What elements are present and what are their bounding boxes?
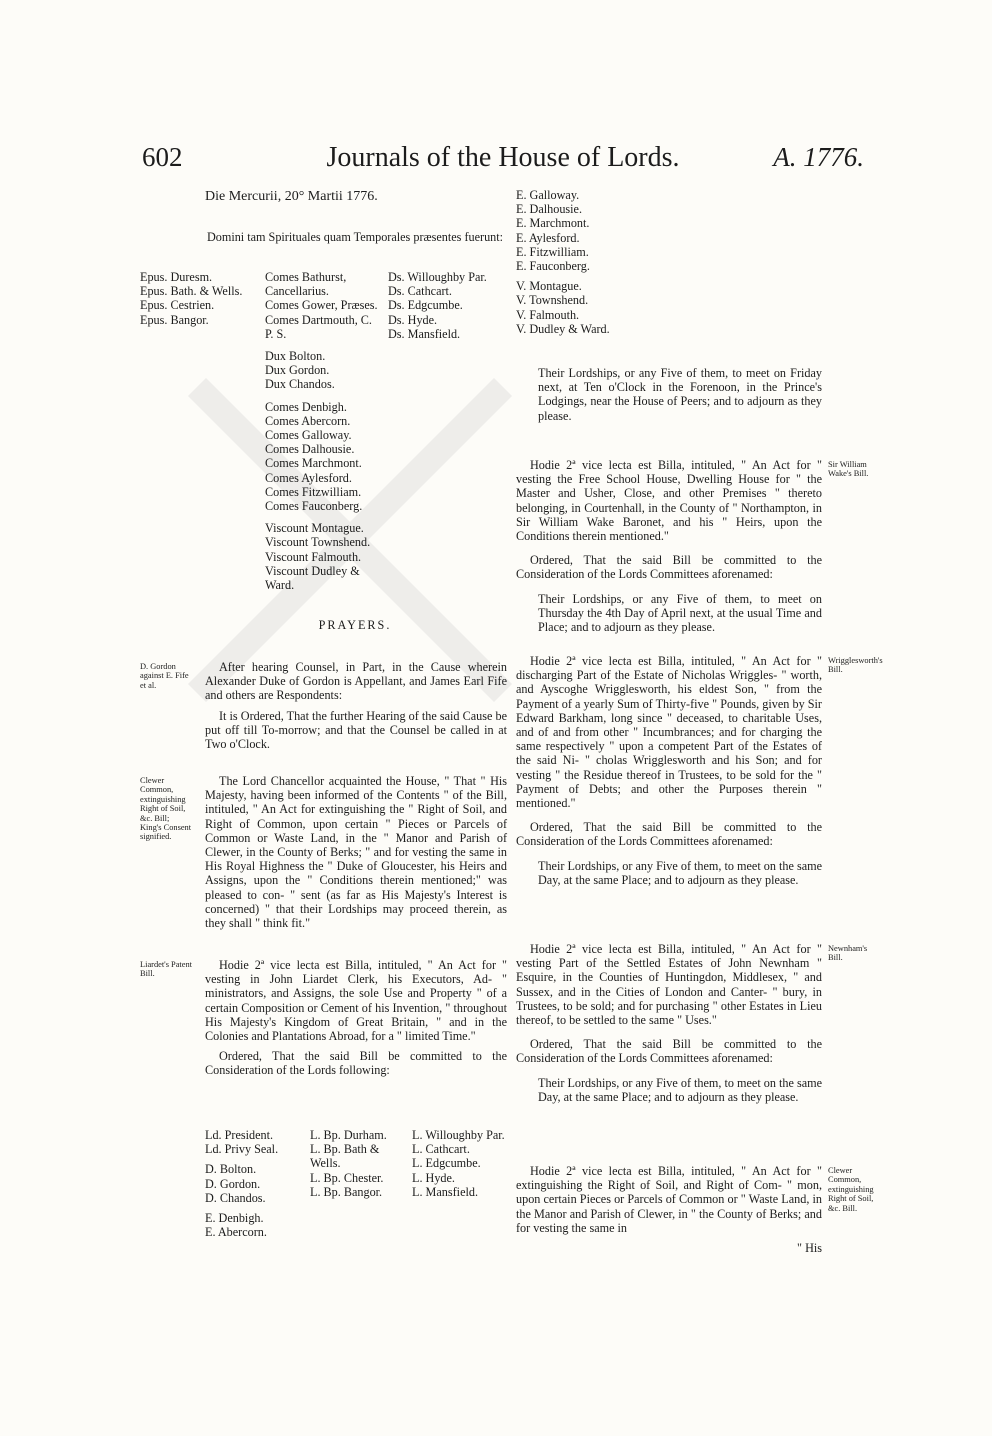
list-item: V. Falmouth. [516, 307, 580, 322]
list-item: Viscount Falmouth. [265, 549, 362, 564]
right-body-1 [516, 366, 822, 429]
paragraph: Hodie 2ª vice lecta est Billa, intituled, " An Act for " vesting in John Liardet Clerk, his Executors, Ad- " ministrators, and Assigns, the sole Use and Property " of a certain Composition or Cement of his Invention, " throughout His Majesty's Kingdom of Great Britain, " and in the Colonies and Plantations Abroad, for a " limited Time." [205, 958, 507, 1044]
list-item: Ld. President. [205, 1128, 274, 1142]
prayers-heading: PRAYERS. [318, 618, 392, 632]
committee-col3 [412, 1128, 512, 1199]
paragraph: Hodie 2ª vice lecta est Billa, intituled, " An Act for " extinguishing the Right of Soil, and Right of Com- " mon, upon certain Pieces or Parcels of Common or " Waste Land, in the Manor and Parish of Clewer, in " the County of Berks; and for vesting the same in [516, 1164, 822, 1235]
list-item: L. Cathcart. [412, 1142, 470, 1157]
paragraph: Hodie 2ª vice lecta est Billa, intituled, " An Act for " vesting the Free School House, Dwelling House for " the Master and Usher, Close, and other Premises " thereto belonging, in Courtenhall, in the County of " Northampton, in Sir William Wake Baronet, and his " Heirs, upon the Conditions therein mentioned." [516, 458, 822, 544]
list-item: D. Gordon. [205, 1176, 261, 1191]
paragraph: The Lord Chancellor acquainted the House, " That " His Majesty, having been informed of the Contents " of the Bill, intituled, " An Act for extinguishing the " Right of Soil, and Right of Common, upon certain " Pieces or Parcels of Common or Waste Land, in the " Manor and Parish of Clewer, in the County of Berks; " and for vesting the same in His Royal Highness the " Duke of Gloucester, his Heirs and Assigns, upon the " Conditions therein mentioned;" was pleased to con- " sent (as far as His Majesty's Interest is concerned) " that their Lordships may proceed therein, as they shall " think fit." [205, 774, 507, 931]
list-item: E. Dalhousie. [516, 202, 583, 217]
right-body-4 [516, 942, 822, 1110]
list-item: Epus. Bath. & Wells. [140, 284, 243, 299]
margin-note: Sir William Wake's Bill. [828, 460, 869, 479]
list-item: Ds. Willoughby Par. [388, 270, 487, 284]
list-item: Comes Aylesford. [265, 470, 352, 485]
paragraph: Ordered, That the said Bill be committed to the Consideration of the Lords Committees aforenamed: [516, 553, 822, 582]
paragraph: Ordered, That the said Bill be committed to the Consideration of the Lords Committees aforenamed: [516, 1037, 822, 1066]
list-item: E. Galloway. [516, 188, 580, 202]
paragraph: Their Lordships, or any Five of them, to meet on the same Day, at the same Place; and to adjourn as they please. [538, 1075, 822, 1104]
paragraph: Hodie 2ª vice lecta est Billa, intituled, " An Act for " vesting Part of the Settled Estates of John Newnham " Esquire, in the Counties of Huntingdon, Middlesex, " and Sussex, and in the Cities of London and Canter- " bury, in Trustees, to be sold; and for purchasing " other Estates in Lieu thereof, to be settled to the same " Uses." [516, 942, 822, 1028]
margin-note: Liardet's Patent Bill. [140, 960, 192, 979]
list-item: L. Hyde. [412, 1170, 455, 1185]
list-item: Viscount Dudley & Ward. [265, 563, 360, 593]
list-item: L. Willoughby Par. [412, 1128, 505, 1142]
list-item: E. Denbigh. [205, 1211, 264, 1226]
list-item: Comes Fauconberg. [265, 499, 363, 514]
list-item: Ds. Hyde. [388, 312, 438, 327]
list-item: L. Bp. Chester. [310, 1170, 384, 1185]
catchword: " His [797, 1241, 822, 1256]
list-item: V. Townshend. [516, 293, 589, 308]
list-item: Epus. Bangor. [140, 312, 209, 327]
paragraph: Ordered, That the said Bill be committed to the Consideration of the Lords following: [205, 1049, 507, 1078]
paragraph: After hearing Counsel, in Part, in the Cause wherein Alexander Duke of Gordon is Appellant, and James Earl Fife and others are Respondents: [205, 660, 507, 703]
paragraph: Their Lordships, or any Five of them, to meet on Friday next, at Ten o'Clock in the Forenoon, in the Prince's Lodgings, near the House of Peers; and to adjourn as they please. [538, 366, 822, 423]
year: A. 1776. [773, 142, 864, 172]
list-item: Ld. Privy Seal. [205, 1142, 279, 1157]
paragraph: It is Ordered, That the further Hearing of the said Cause be put off till To-morrow; and that the Counsel be called in at Two o'Clock. [205, 708, 507, 752]
list-item: Comes Galloway. [265, 428, 352, 443]
list-item: Dux Bolton. [265, 349, 326, 364]
list-item: Dux Gordon. [265, 363, 330, 378]
list-item: L. Bp. Durham. [310, 1128, 387, 1142]
journal-title: Journals of the House of Lords. [326, 142, 680, 173]
margin-note: Clewer Common, extinguishing Right of Soil, &c. Bill. [828, 1166, 874, 1213]
date-block [205, 190, 505, 204]
list-item: Ds. Cathcart. [388, 284, 452, 299]
list-item: Epus. Duresm. [140, 270, 213, 284]
page-number: 602 [142, 142, 183, 172]
list-item: Comes Denbigh. [265, 399, 347, 414]
list-item: Dux Chandos. [265, 377, 335, 392]
margin-note: Newnham's Bill. [828, 944, 868, 963]
paragraph: Their Lordships, or any Five of them, to meet on Thursday the 4th Day of April next, at the usual Time and Place; and to adjourn as they please. [538, 591, 822, 635]
list-item: Epus. Cestrien. [140, 298, 215, 313]
list-item: Comes Fitzwilliam. [265, 484, 362, 499]
list-item: E. Fauconberg. [516, 259, 590, 274]
present-bishops [140, 270, 265, 327]
margin-note: Wrigglesworth's Bill. [828, 656, 883, 675]
committee-col1 [205, 1128, 305, 1239]
list-item: Comes Dalhousie. [265, 442, 355, 457]
page-header [142, 142, 864, 184]
present-temporal [265, 270, 383, 592]
list-item: L. Edgcumbe. [412, 1156, 481, 1171]
list-item: Comes Abercorn. [265, 413, 351, 428]
paragraph: Their Lordships, or any Five of them, to meet on the same Day, at the same Place; and to adjourn as they please. [538, 858, 822, 887]
list-item: Comes Gower, Præses. [265, 298, 378, 313]
list-item: D. Chandos. [205, 1190, 266, 1205]
list-item: E. Marchmont. [516, 216, 590, 231]
list-item: L. Bp. Bangor. [310, 1184, 383, 1199]
committee-col2 [310, 1128, 410, 1199]
list-item: V. Dudley & Ward. [516, 321, 610, 336]
left-body-1 [205, 660, 507, 757]
list-item: V. Montague. [516, 279, 582, 294]
list-item: Comes Dartmouth, C. P. S. [265, 312, 372, 341]
right-body-5 [516, 1164, 822, 1255]
list-item: D. Bolton. [205, 1162, 257, 1177]
left-body-3 [205, 958, 507, 1084]
committee-continued [516, 188, 666, 336]
list-item: Ds. Mansfield. [388, 326, 461, 341]
list-item: L. Bp. Bath & Wells. [310, 1142, 380, 1171]
present-barons [388, 270, 506, 341]
list-item: E. Fitzwilliam. [516, 244, 589, 259]
list-item: Comes Bathurst, Cancellarius. [265, 270, 347, 299]
paragraph: Hodie 2ª vice lecta est Billa, intituled, " An Act for " discharging Part of the Estate of Nicholas Wriggles- " worth, and Ayscoghe Wrigglesworth, his eldest Son, " from the Payment of a yearly Sum of Thirty-five " Pounds, given by Sir Edward Barkham, long since " deceased, to charitable Uses, and of and from other " Incumbrances; and for charging the same respectively " upon a competent Part of the Estates of the said Ni- " cholas Wrigglesworth and his Son; and for vesting " the Residue thereof in Trustees, to be sold for the " Payment of Debts; and other the Purposes therein " mentioned." [516, 654, 822, 811]
left-body-2 [205, 774, 507, 936]
margin-note: Clewer Common, extinguishing Right of Soil, &c. Bill; King's Consent signified. [140, 776, 192, 842]
margin-note: D. Gordon against E. Fife et al. [140, 662, 189, 690]
present-heading: Domini tam Spirituales quam Temporales præsentes fuerunt: [206, 230, 504, 244]
right-body-3 [516, 654, 822, 893]
date-line: Die Mercurii, 20° Martii 1776. [205, 189, 378, 204]
list-item: Viscount Townshend. [265, 535, 371, 550]
list-item: E. Aylesford. [516, 230, 580, 245]
paragraph: Ordered, That the said Bill be committed to the Consideration of the Lords Committees aforenamed: [516, 820, 822, 849]
right-body-2 [516, 458, 822, 640]
list-item: E. Abercorn. [205, 1225, 267, 1240]
list-item: Comes Marchmont. [265, 456, 362, 471]
list-item: L. Mansfield. [412, 1184, 479, 1199]
list-item: Viscount Montague. [265, 521, 364, 536]
list-item: Ds. Edgcumbe. [388, 298, 463, 313]
